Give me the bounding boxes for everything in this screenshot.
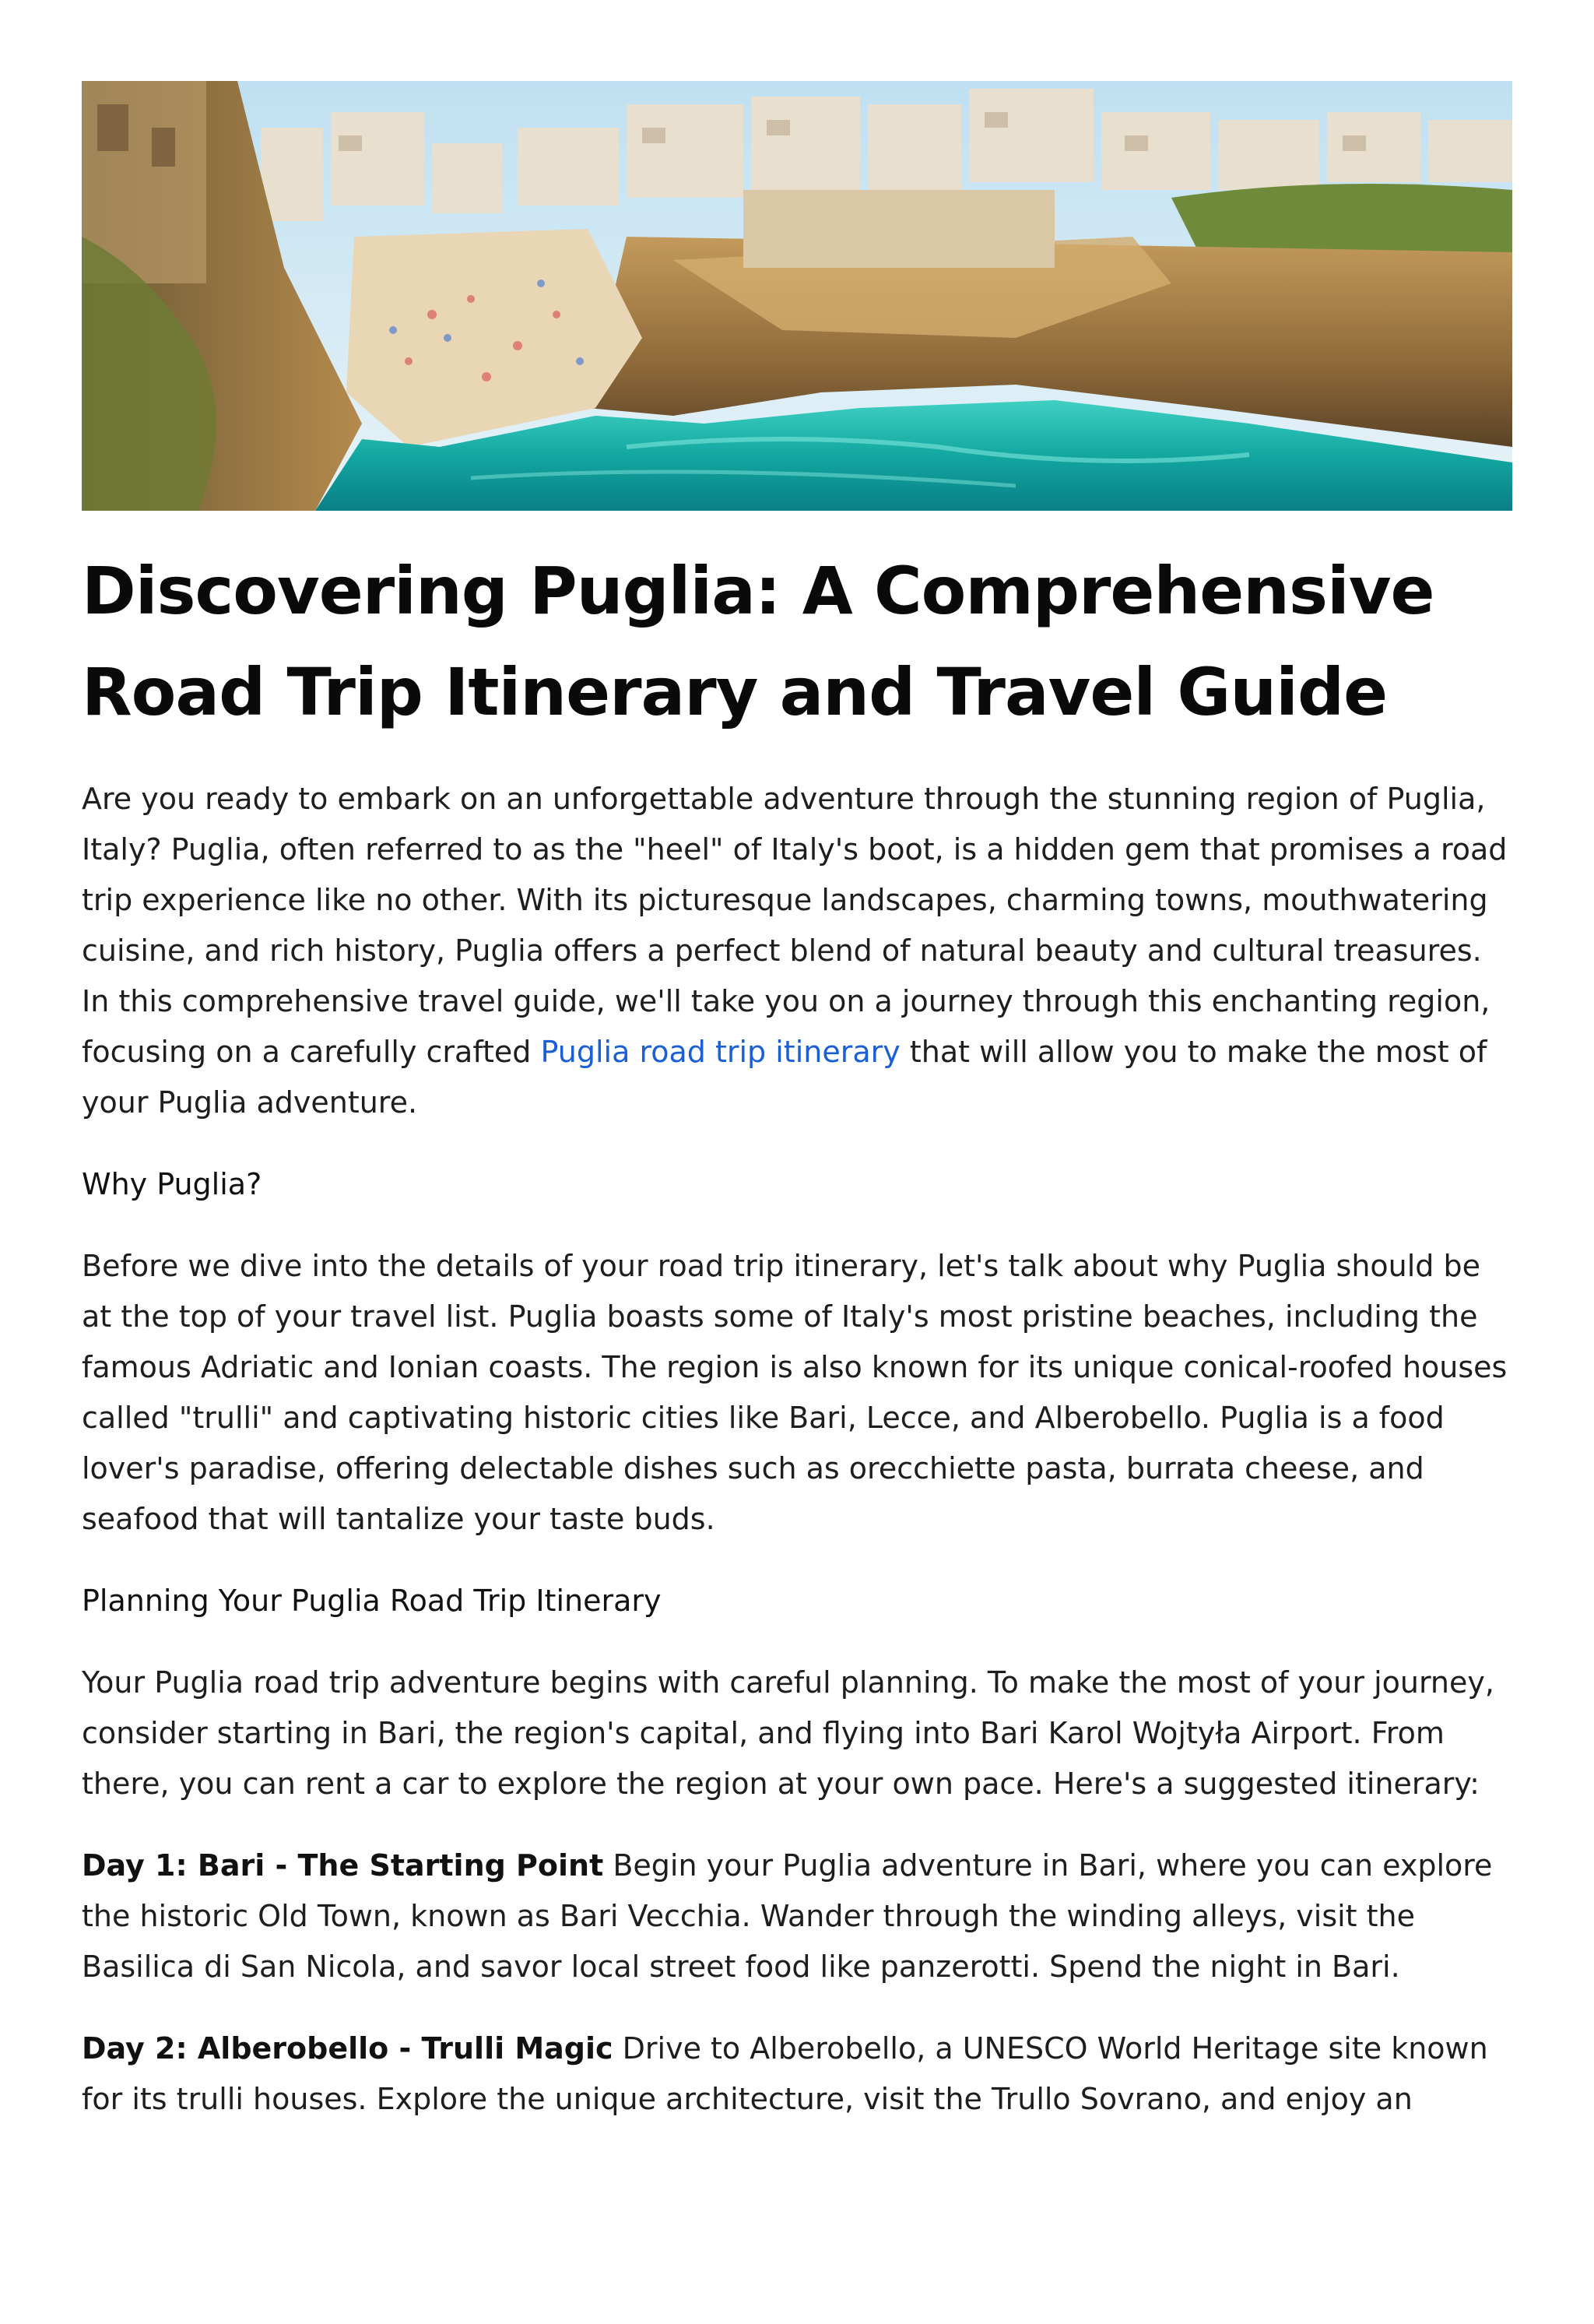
planning-paragraph: Your Puglia road trip adventure begins with careful planning. To make the most of your journey, consider starting in Bari, the region's capital, and flying into Bari Karol Wojtyła Airport. From there, you can rent a car to explore the region at your own pace. Here's a suggested itinerary: bbox=[82, 1665, 1494, 1801]
section-heading-planning: Planning Your Puglia Road Trip Itinerary bbox=[82, 1584, 662, 1618]
hero-image bbox=[82, 81, 1512, 511]
day-2-paragraph bbox=[82, 2023, 1512, 2125]
article-title: Discovering Puglia: A Comprehensive Road Trip Itinerary and Travel Guide bbox=[82, 553, 1434, 730]
day-1-paragraph bbox=[82, 1841, 1512, 1992]
itinerary-link[interactable]: Puglia road trip itinerary bbox=[540, 1035, 901, 1069]
article bbox=[82, 81, 1512, 2125]
intro-text: Are you ready to embark on an unforgettable adventure through the stunning region of Puglia, Italy? Puglia, often referred to as the "heel" of Italy's boot, is a hidden gem that promises a road trip experience like no other. With its picturesque landscapes, charming towns, mouthwatering cuisine, and rich history, Puglia offers a perfect blend of natural beauty and cultural treasures. In this comprehensive travel guide, we'll take you on a journey through this enchanting region, focusing on a carefully crafted bbox=[82, 782, 1508, 1069]
why-paragraph: Before we dive into the details of your road trip itinerary, let's talk about why Puglia should be at the top of your travel list. Puglia boasts some of Italy's most pristine beaches, including the famous Adriatic and Ionian coasts. The region is also known for its unique conical-roofed houses called "trulli" and captivating historic cities like Bari, Lecce, and Alberobello. Puglia is a food lover's paradise, offering delectable dishes such as orecchiette pasta, burrata cheese, and seafood that will tantalize your taste buds. bbox=[82, 1249, 1508, 1536]
intro-text-end: that will allow you to make the most of your Puglia adventure. bbox=[82, 1035, 1487, 1120]
article-body bbox=[82, 774, 1512, 2125]
day-2-label: Day 2: Alberobello - Trulli Magic bbox=[82, 2031, 613, 2066]
day-1-label: Day 1: Bari - The Starting Point bbox=[82, 1848, 604, 1883]
intro-paragraph bbox=[82, 774, 1512, 1128]
section-heading-why: Why Puglia? bbox=[82, 1167, 262, 1201]
day-2-text: Drive to Alberobello, a UNESCO World Heritage site known for its trulli houses. Explore the unique architecture, visit the Trullo Sovrano, and enjoy an bbox=[82, 2031, 1488, 2116]
day-1-text: Begin your Puglia adventure in Bari, where you can explore the historic Old Town, known as Bari Vecchia. Wander through the winding alleys, visit the Basilica di San Nicola, and savor local street food like panzerotti. Spend the night in Bari. bbox=[82, 1848, 1493, 1984]
